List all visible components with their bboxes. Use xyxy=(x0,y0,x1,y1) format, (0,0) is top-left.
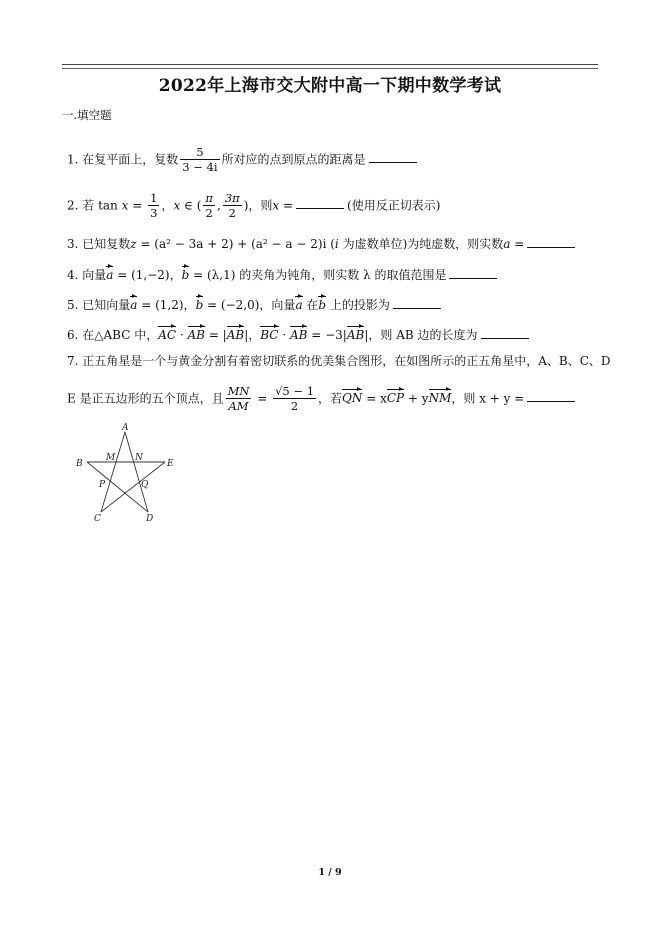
label-e: E xyxy=(167,459,174,469)
q5-vec-a: a xyxy=(130,298,138,312)
q7-mid: ，若 xyxy=(318,391,343,406)
q2-var3: x xyxy=(272,198,280,213)
q5-in: 在 xyxy=(302,298,319,312)
q4-vec-a: a xyxy=(106,268,114,282)
question-7-line-1: 7. 正五角星是一个与黄金分割有着密切联系的优美集合图形，在如图所示的正五角星中，A、B、C、D xyxy=(67,354,611,368)
q2-var: x xyxy=(121,198,129,213)
q6-vec-ab2: AB xyxy=(226,328,245,342)
q5-v2: = (−2,0)，向量 xyxy=(203,298,296,312)
label-a: A xyxy=(122,423,129,433)
label-p: P xyxy=(99,480,106,490)
q5-vec-a2: a xyxy=(295,298,303,312)
question-5 xyxy=(67,298,444,311)
q1-answer-blank[interactable] xyxy=(369,152,417,163)
q1-post: 所对应的点到原点的距离是 xyxy=(221,152,366,167)
q3-answer-blank[interactable] xyxy=(527,237,575,248)
q5-pre: 5. 已知向量 xyxy=(67,298,131,312)
q2-in: ∈ ( xyxy=(180,198,202,213)
q2-var2: x xyxy=(173,198,181,213)
q6-dot2: · xyxy=(278,328,290,342)
q6-t2: |， xyxy=(244,328,261,342)
q5-vec-b: b xyxy=(195,298,204,312)
q7-d2: 2 xyxy=(290,399,299,414)
page-number: 1 / 9 xyxy=(318,867,342,878)
q2-hi-den: 2 xyxy=(228,206,236,221)
q7-eq2: = x xyxy=(362,391,387,406)
q6-answer-blank[interactable] xyxy=(481,328,529,339)
q6-vec-ab4: AB xyxy=(346,328,365,342)
q1-den: 3 − 4i xyxy=(182,160,218,175)
exam-title: 2022年上海市交大附中高一下期中数学考试 xyxy=(158,76,502,96)
q3-expr1: = (a² − 3a + 2) + (a² − a − 2)i ( xyxy=(136,237,335,251)
q6-t3: = −3| xyxy=(307,328,347,342)
q7-frac-golden xyxy=(273,384,316,414)
question-1 xyxy=(67,145,420,175)
q7-post: ，则 x + y = xyxy=(451,391,525,406)
q1-pre: 1. 在复平面上，复数 xyxy=(67,152,179,167)
label-n: N xyxy=(135,453,143,463)
q7-answer-blank[interactable] xyxy=(527,391,575,402)
q3-i: i xyxy=(334,237,339,251)
q6-vec-bc: BC xyxy=(260,328,279,342)
section-heading: 一.填空题 xyxy=(62,108,112,122)
q6-dot: · xyxy=(176,328,188,342)
q2-frac-hi xyxy=(223,191,242,221)
pentagram-lines xyxy=(87,432,165,512)
question-3 xyxy=(67,237,578,250)
q2-close: )，则 xyxy=(243,198,273,213)
q3-a: a xyxy=(503,237,511,251)
label-b: B xyxy=(76,459,83,469)
q2-lo-num: π xyxy=(205,191,213,205)
q7-frac-ratio xyxy=(226,384,252,414)
q4-vec-b: b xyxy=(181,268,190,282)
q3-expr2: 为虚数单位)为纯虚数，则实数 xyxy=(338,237,504,251)
q2-num: 1 xyxy=(150,191,158,205)
q2-comma: , xyxy=(216,198,221,213)
q7-d1: AM xyxy=(228,399,249,414)
q7-vec-cp: CP xyxy=(386,391,405,406)
q5-vec-b2: b xyxy=(318,298,327,312)
label-q: Q xyxy=(141,480,149,490)
label-d: D xyxy=(146,514,154,524)
q7-eq: = xyxy=(253,391,272,406)
q6-vec-ab: AB xyxy=(187,328,205,342)
q2-lo-den: 2 xyxy=(205,206,213,221)
q6-pre: 6. 在△ABC 中， xyxy=(67,328,159,342)
q2-eq: = xyxy=(128,198,147,213)
question-6 xyxy=(67,328,532,341)
line-e-c xyxy=(101,462,165,512)
q2-answer-blank[interactable] xyxy=(296,198,344,209)
q7-pre2: E 是正五边形的五个顶点，且 xyxy=(67,391,224,406)
q1-fraction xyxy=(180,145,219,175)
label-m: M xyxy=(106,453,116,463)
q5-answer-blank[interactable] xyxy=(393,298,441,309)
q4-v1: = (1,−2)， xyxy=(113,268,182,282)
q7-vec-nm: NM xyxy=(428,391,452,406)
pentagram-figure xyxy=(70,420,185,525)
q7-vec-qn: QN xyxy=(342,391,363,406)
q6-t4: |，则 AB 边的长度为 xyxy=(364,328,478,342)
question-4 xyxy=(67,268,500,281)
line-a-d xyxy=(125,432,148,512)
q2-fraction xyxy=(148,191,159,221)
q6-vec-ac: AC xyxy=(158,328,177,342)
q2-pre: 2. 若 tan xyxy=(67,198,118,213)
question-2 xyxy=(67,191,440,221)
q1-num: 5 xyxy=(180,145,219,160)
header-rule-thin xyxy=(62,68,598,69)
q7-n1: MN xyxy=(227,384,250,398)
q2-frac-lo xyxy=(203,191,215,221)
q2-hi-num: 3π xyxy=(224,191,240,205)
q5-post: 上的投影为 xyxy=(326,298,390,312)
q3-z: z xyxy=(130,237,137,251)
line-b-d xyxy=(87,462,148,512)
q2-sep: ， xyxy=(161,198,174,213)
q3-eq: = xyxy=(510,237,525,251)
q2-den: 3 xyxy=(150,206,158,221)
q6-t1: = | xyxy=(205,328,227,342)
label-c: C xyxy=(94,514,101,524)
question-7-line-2 xyxy=(67,384,578,414)
q5-v1: = (1,2)， xyxy=(137,298,196,312)
q2-post: (使用反正切表示) xyxy=(347,198,441,213)
q7-plus: + y xyxy=(404,391,429,406)
q2-eq2: = xyxy=(279,198,294,213)
q7-n2: √5 − 1 xyxy=(275,384,315,398)
q6-vec-ab3: AB xyxy=(289,328,308,342)
line-a-c xyxy=(101,432,125,512)
q3-pre: 3. 已知复数 xyxy=(67,237,131,251)
q4-v2: = (λ,1) 的夹角为钝角，则实数 λ 的取值范围是 xyxy=(189,268,447,282)
header-rule-thick xyxy=(62,64,598,65)
q4-pre: 4. 向量 xyxy=(67,268,107,282)
q4-answer-blank[interactable] xyxy=(449,268,497,279)
